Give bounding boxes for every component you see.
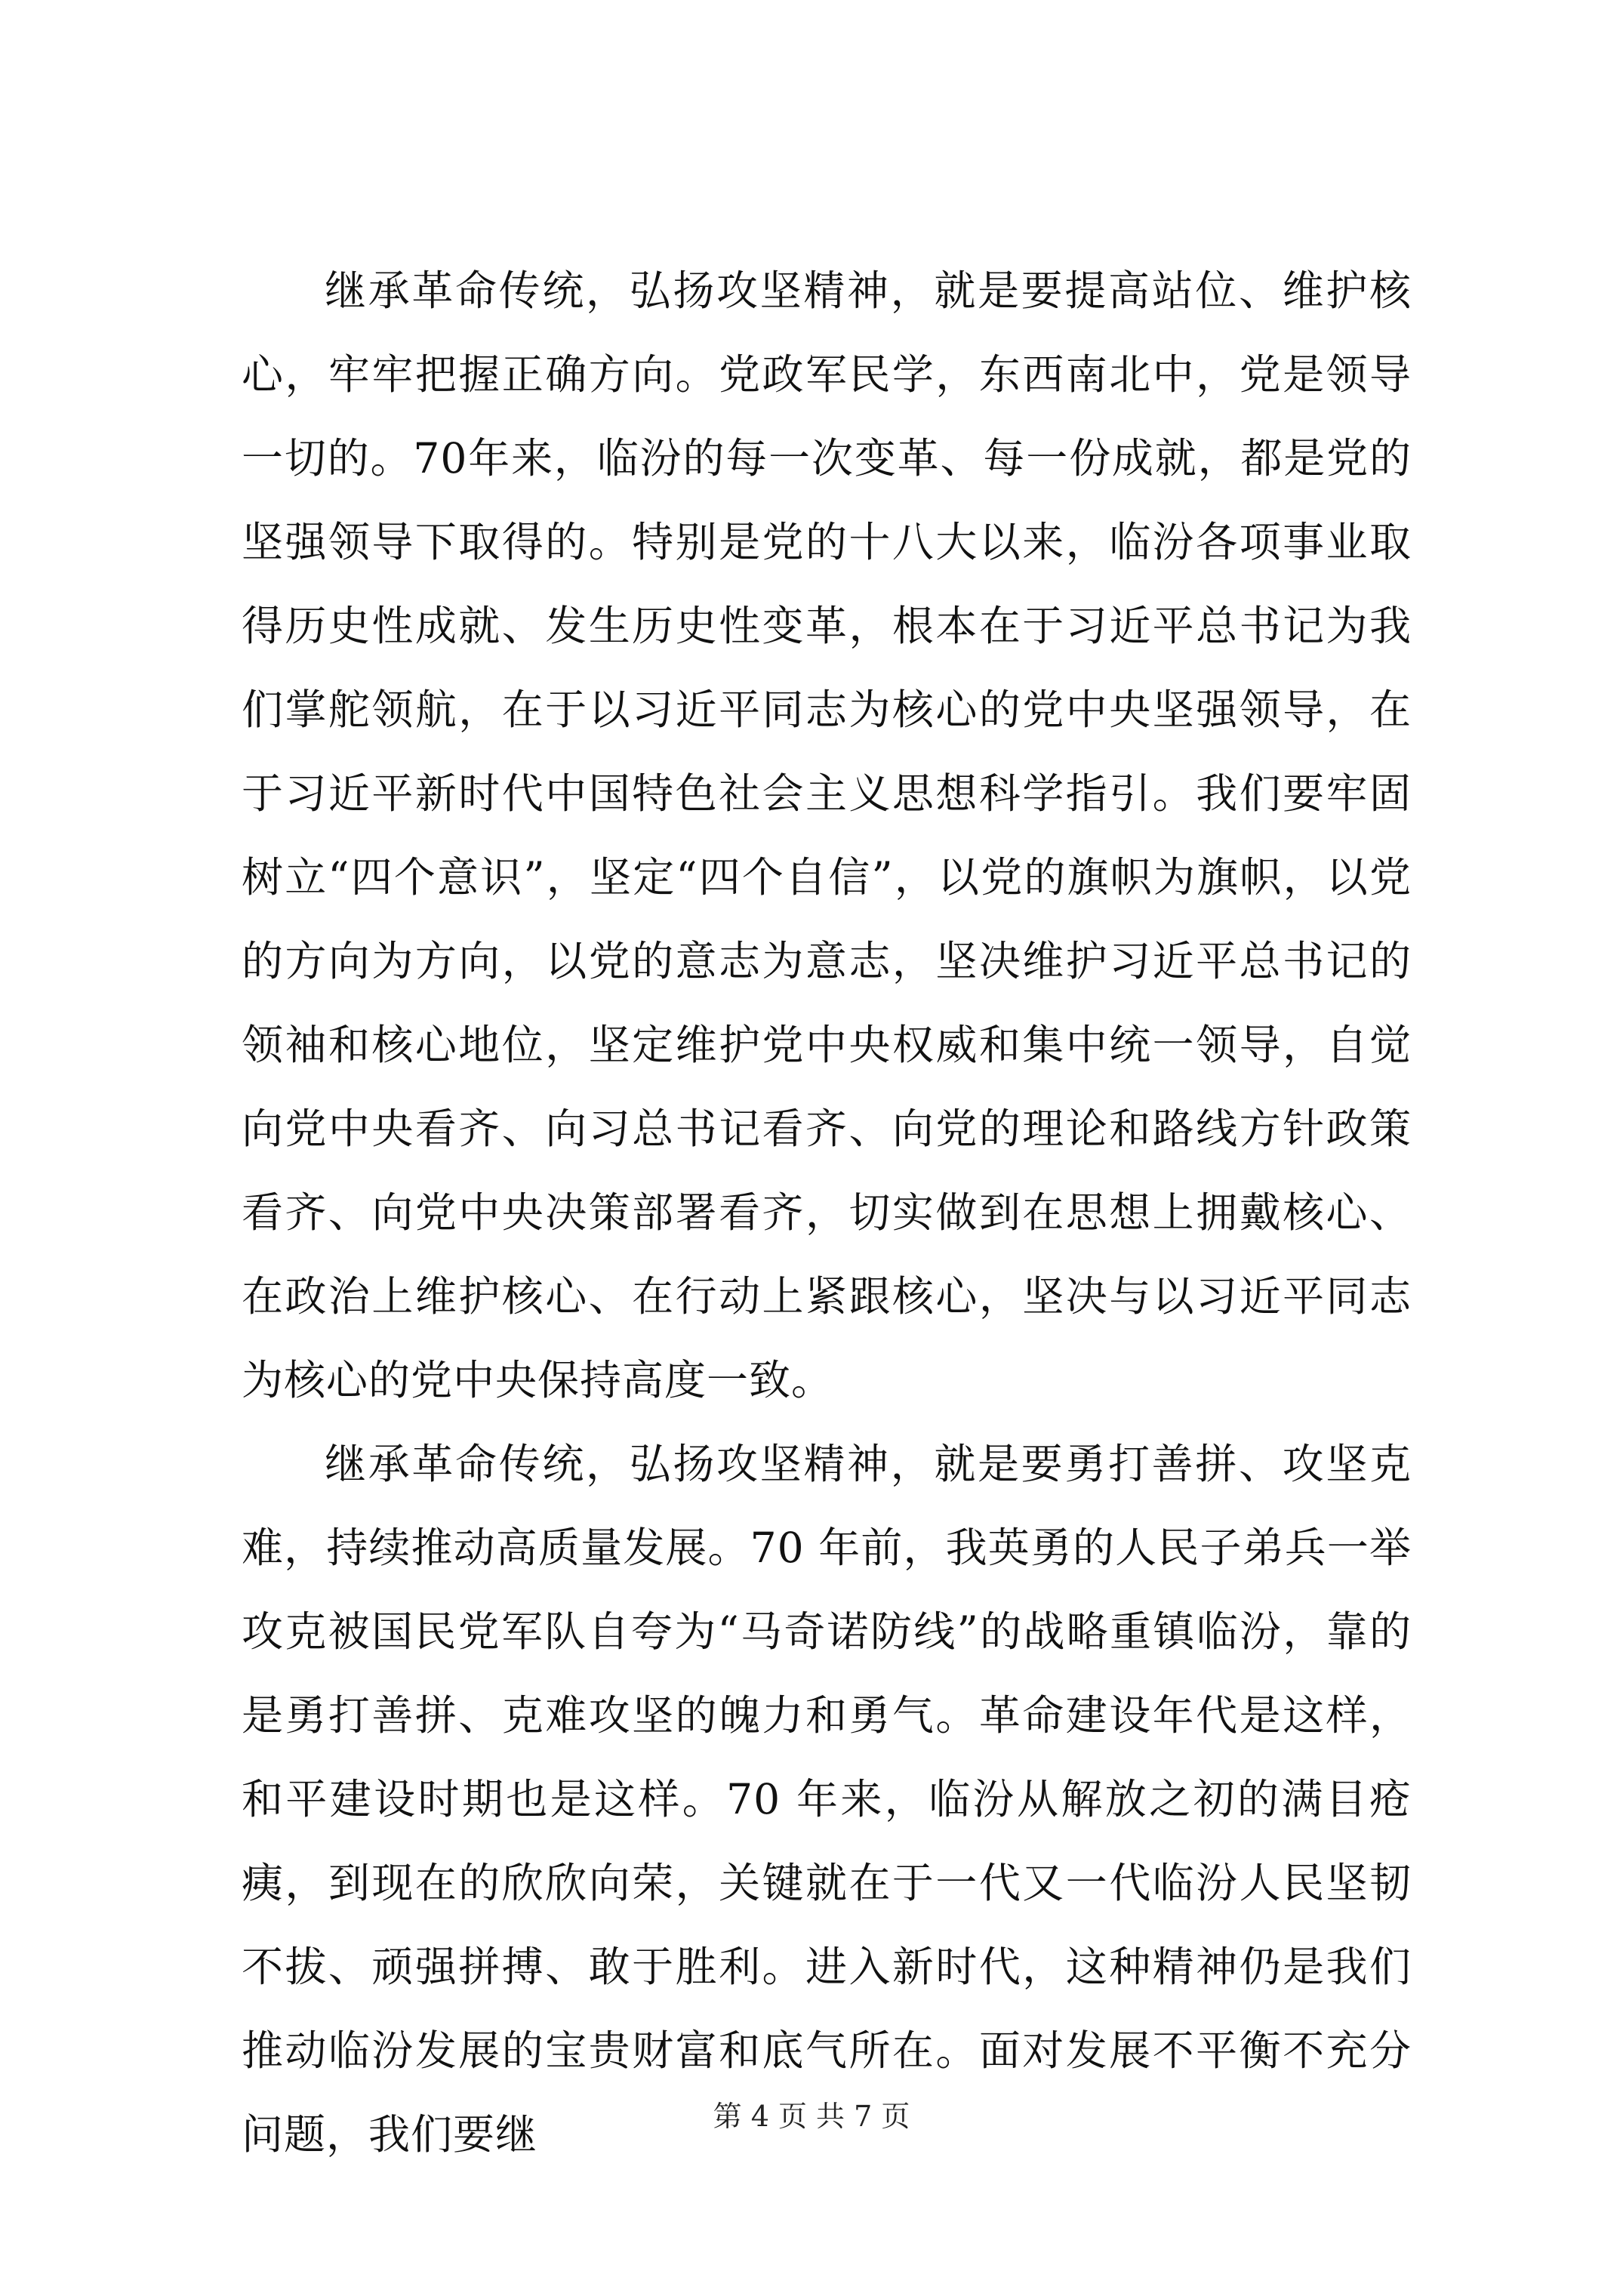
- paragraph-2: 继承革命传统，弘扬攻坚精神，就是要勇打善拼、攻坚克难，持续推动高质量发展。70 年前，我英勇的人民子弟兵一举攻克被国民党军队自夸为“马奇诺防线”的战略重镇临汾，靠的是勇打善拼、克难攻坚的魄力和勇气。革命建设年代是这样，和平建设时期也是这样。70 年来，临汾从解放之初的满目疮痍，到现在的欣欣向荣，关键就在于一代又一代临汾人民坚韧不拔、顽强拼搏、敢于胜利。进入新时代，这种精神仍是我们推动临汾发展的宝贵财富和底气所在。面对发展不平衡不充分问题，我们要继: [242, 1440, 1412, 2159]
- paragraph-1: 继承革命传统，弘扬攻坚精神，就是要提高站位、维护核心，牢牢把握正确方向。党政军民学，东西南北中，党是领导一切的。70年来，临汾的每一次变革、每一份成就，都是党的坚强领导下取得的。特别是党的十八大以来，临汾各项事业取得历史性成就、发生历史性变革，根本在于习近平总书记为我们掌舵领航，在于以习近平同志为核心的党中央坚强领导，在于习近平新时代中国特色社会主义思想科学指引。我们要牢固树立“四个意识”，坚定“四个自信”，以党的旗帜为旗帜，以党的方向为方向，以党的意志为意志，坚决维护习近平总书记的领袖和核心地位，坚定维护党中央权威和集中统一领导，自觉向党中央看齐、向习总书记看齐、向党的理论和路线方针政策看齐、向党中央决策部署看齐，切实做到在思想上拥戴核心、在政治上维护核心、在行动上紧跟核心，坚决与以习近平同志为核心的党中央保持高度一致。: [242, 267, 1412, 1404]
- page-number-footer: 第 4 页 共 7 页: [713, 2100, 910, 2133]
- document-body: [242, 249, 1412, 2177]
